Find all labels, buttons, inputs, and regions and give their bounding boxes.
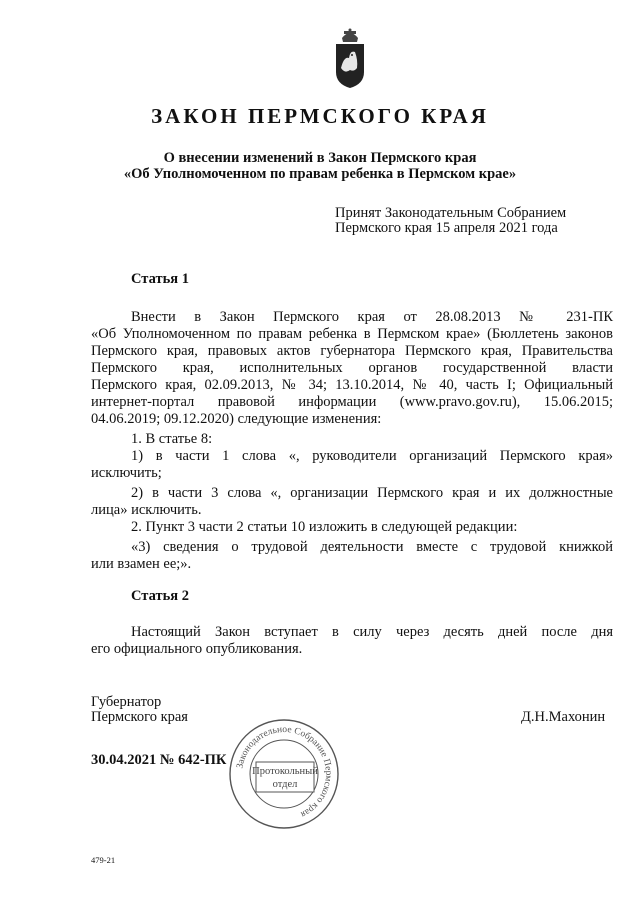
article-1-line: Пермского края, исполнительных органов государственной власти [91,360,613,376]
subtitle-line-1: О внесении изменений в Закон Пермского края [163,150,477,166]
article-1-line: «3) сведения о трудовой деятельности вместе с трудовой книжкой [131,539,613,555]
signer-position-2: Пермского края [91,709,188,725]
date-and-number: 30.04.2021 № 642-ПК [91,752,227,768]
stamp-inner-line-1: Протокольный [252,766,318,777]
article-1-line: 1) в части 1 слова «, руководители организаций Пермского края» [131,448,613,464]
article-1-line: 2. Пункт 3 части 2 статьи 10 изложить в следующей редакции: [131,519,518,535]
article-2-heading: Статья 2 [131,588,189,604]
article-1-line: Пермского края, 02.09.2013, № 34; 13.10.2014, № 40, часть I; Официальный [91,377,613,393]
stamp-ring-text: Законодательное Собрание Пермского края [235,724,334,820]
article-1-line: 04.06.2019; 09.12.2020) следующие изменения: [91,411,382,427]
subtitle-line-2: «Об Уполномоченном по правам ребенка в Пермском крае» [123,166,517,182]
article-1-line: Пермского края, правовых актов губернатора Пермского края, Правительства [91,343,613,359]
article-1-line: 2) в части 3 слова «, организации Пермского края и их должностные [131,485,613,501]
article-1-line: лица» исключить. [91,502,202,518]
signer-name: Д.Н.Махонин [521,709,606,725]
stamp-inner-line-2: отдел [272,779,298,790]
signer-position-1: Губернатор [91,694,162,710]
article-2-line: Настоящий Закон вступает в силу через десять дней после дня [131,624,613,640]
official-stamp [228,718,340,830]
article-2-line: его официального опубликования. [91,641,303,657]
article-1-line: 1. В статье 8: [131,431,213,447]
article-1-heading: Статья 1 [131,271,189,287]
adoption-line-1: Принят Законодательным Собранием [335,205,567,221]
article-1-line: «Об Уполномоченном по правам ребенка в Пермском крае» (Бюллетень законов [91,326,613,342]
footer-code: 479-21 [91,855,116,865]
article-1-line: Внести в Закон Пермского края от 28.08.2013 № 231-ПК [131,309,613,325]
article-1-line: интернет-портал правовой информации (www.pravo.gov.ru), 15.06.2015; [91,394,613,410]
perm-krai-emblem-icon [330,28,370,90]
article-1-line: или взамен ее;». [91,556,192,572]
adoption-line-2: Пермского края 15 апреля 2021 года [335,220,558,236]
article-1-line: исключить; [91,465,162,481]
law-title: ЗАКОН ПЕРМСКОГО КРАЯ [151,104,489,128]
